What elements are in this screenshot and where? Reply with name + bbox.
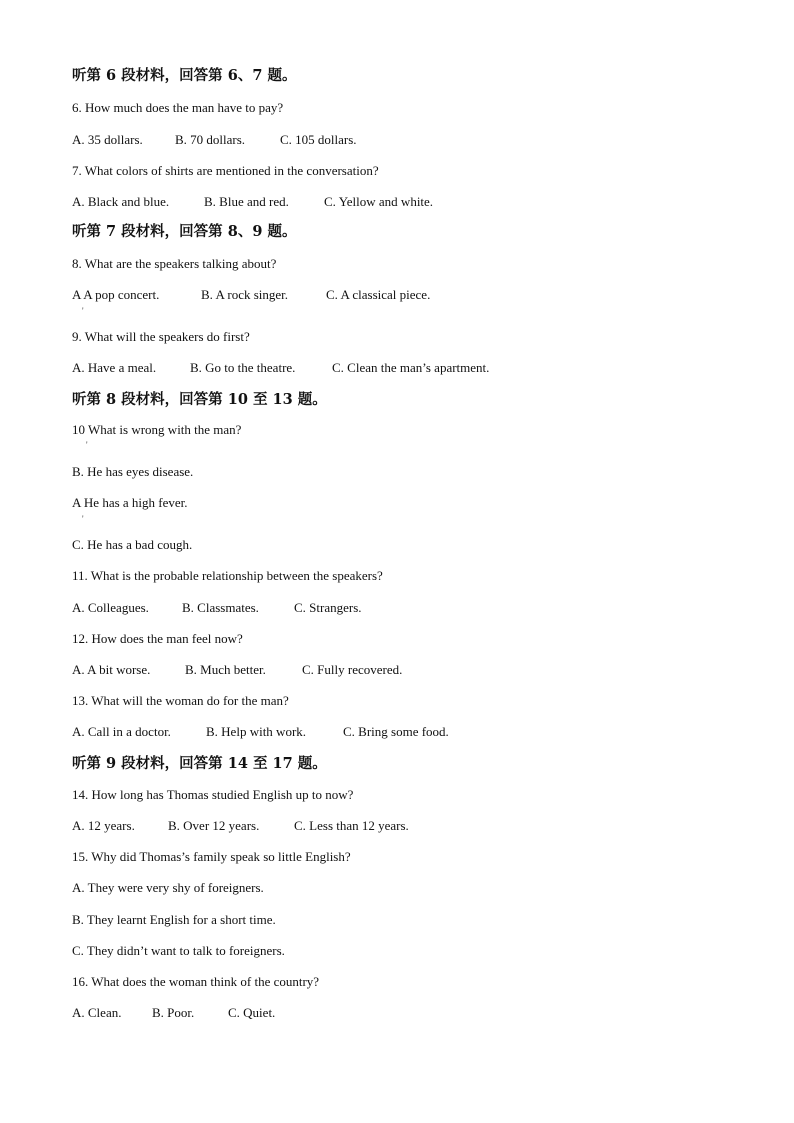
question-text: 15. Why did Thomas’s family speak so little English? xyxy=(72,849,351,864)
answer-option: C. He has a bad cough. xyxy=(72,537,193,552)
answer-option: B. Poor. xyxy=(152,1005,195,1020)
question-text: 8. What are the speakers talking about? xyxy=(72,256,277,271)
answer-option: C. Yellow and white. xyxy=(324,194,434,209)
answer-option: B. Classmates. xyxy=(182,600,259,615)
section-heading: 听第 6 段材料，回答第 6、7 题。 xyxy=(72,67,297,84)
question-text: 14. How long has Thomas studied English up to now? xyxy=(72,787,354,802)
answer-option: A. Colleagues. xyxy=(72,600,149,615)
answer-option: A. A bit worse. xyxy=(72,662,151,677)
answer-option: A. 12 years. xyxy=(72,818,135,833)
answer-option: C. Less than 12 years. xyxy=(294,818,409,833)
answer-option: A. Call in a doctor. xyxy=(72,724,171,739)
answer-option: A. 35 dollars. xyxy=(72,132,143,147)
answer-option: A. Have a meal. xyxy=(72,360,157,375)
question-text: 10 What is wrong with the man? xyxy=(72,422,242,437)
answer-option: B. Over 12 years. xyxy=(168,818,260,833)
answer-option: B. A rock singer. xyxy=(201,287,289,302)
question-text: 7. What colors of shirts are mentioned in the conversation? xyxy=(72,163,379,178)
answer-option: B. 70 dollars. xyxy=(175,132,246,147)
answer-option: C. They didn’t want to talk to foreigners. xyxy=(72,943,285,958)
answer-option: A. They were very shy of foreigners. xyxy=(72,880,264,895)
section-heading: 听第 7 段材料，回答第 8、9 题。 xyxy=(72,223,297,240)
answer-option: B. He has eyes disease. xyxy=(72,464,194,479)
stray-dot: ' xyxy=(86,440,88,450)
section-heading: 听第 9 段材料，回答第 14 至 17 题。 xyxy=(72,755,327,772)
answer-option: B. Go to the theatre. xyxy=(190,360,296,375)
answer-option: A He has a high fever. xyxy=(72,495,188,510)
answer-option: A A pop concert. xyxy=(72,287,160,302)
answer-option: C. Quiet. xyxy=(228,1005,276,1020)
answer-option: A. Clean. xyxy=(72,1005,122,1020)
question-text: 16. What does the woman think of the country? xyxy=(72,974,320,989)
answer-option: C. Clean the man’s apartment. xyxy=(332,360,490,375)
answer-option: A. Black and blue. xyxy=(72,194,170,209)
answer-option: C. Fully recovered. xyxy=(302,662,403,677)
question-text: 13. What will the woman do for the man? xyxy=(72,693,289,708)
answer-option: C. 105 dollars. xyxy=(280,132,357,147)
question-text: 12. How does the man feel now? xyxy=(72,631,243,646)
answer-option: C. Bring some food. xyxy=(343,724,449,739)
stray-dot: ' xyxy=(82,514,84,524)
question-text: 11. What is the probable relationship between the speakers? xyxy=(72,568,383,583)
question-text: 9. What will the speakers do first? xyxy=(72,329,250,344)
answer-option: B. Blue and red. xyxy=(204,194,289,209)
stray-dot: ' xyxy=(82,306,84,316)
answer-option: B. Much better. xyxy=(185,662,266,677)
question-text: 6. How much does the man have to pay? xyxy=(72,100,284,115)
answer-option: C. Strangers. xyxy=(294,600,362,615)
section-heading: 听第 8 段材料，回答第 10 至 13 题。 xyxy=(72,391,327,408)
answer-option: C. A classical piece. xyxy=(326,287,431,302)
answer-option: B. They learnt English for a short time. xyxy=(72,912,276,927)
answer-option: B. Help with work. xyxy=(206,724,307,739)
